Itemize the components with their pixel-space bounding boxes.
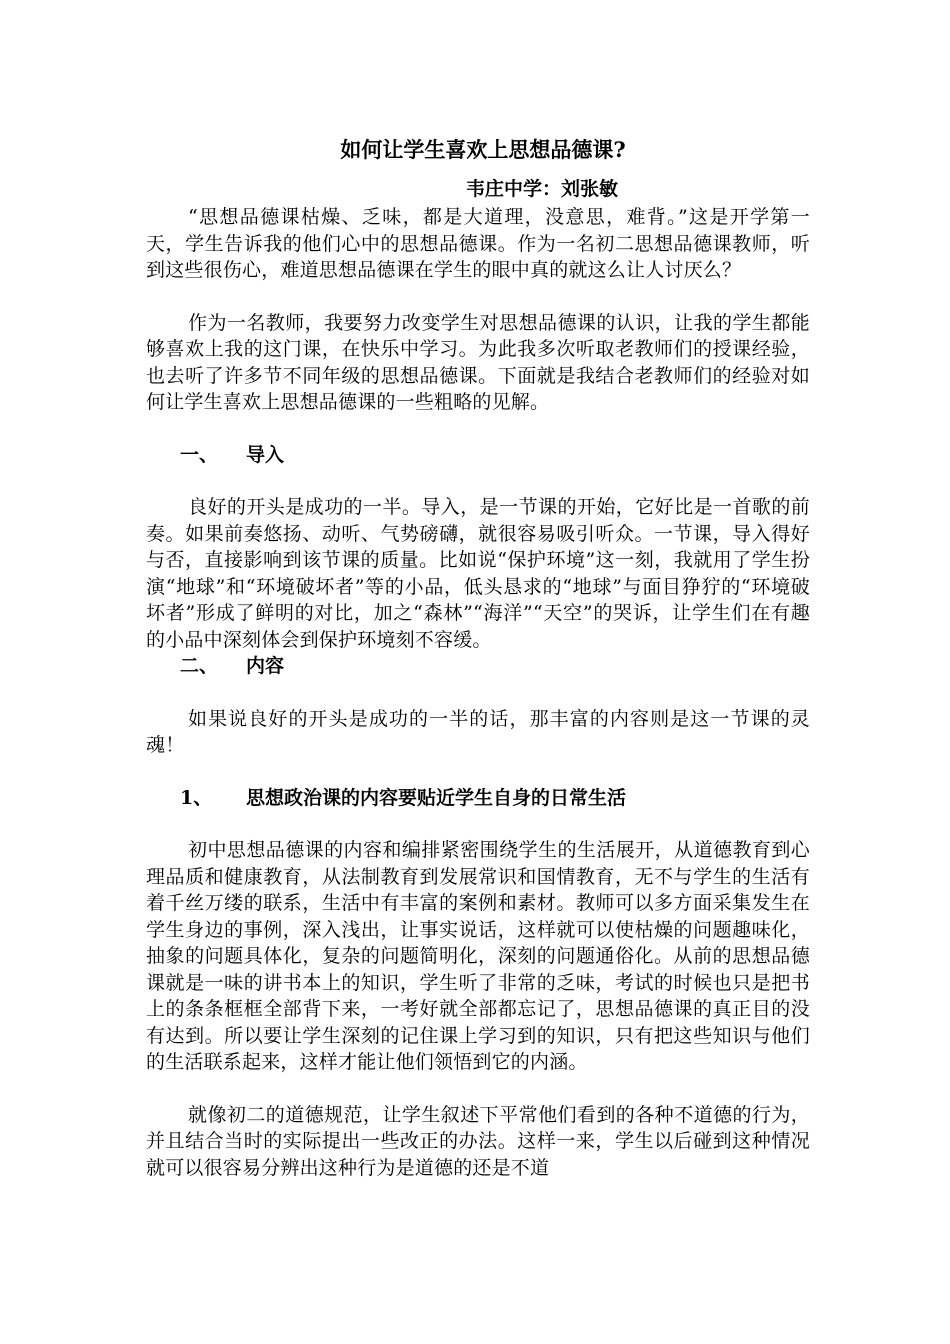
paragraph-gap xyxy=(146,1076,810,1102)
section-title: 导入 xyxy=(246,443,285,466)
subsection-number: 1、 xyxy=(180,786,213,809)
paragraph-gap xyxy=(146,468,810,494)
paragraph-daily-life: 初中思想品德课的内容和编排紧密围绕学生的生活展开，从道德教育到心理品质和健康教育，从法制教育到发展常识和国情教育，无不与学生的生活有着千丝万缕的联系，生活中有丰富的案例和素材。教师可以多方面采集发生在学生身边的事例，深入浅出，让事实说话，这样就可以使枯燥的问题趣味化，抽象的问题具体化，复杂的问题简明化，深刻的问题通俗化。从前的思想品德课就是一味的讲书本上的知识，学生听了非常的乏味，考试的时候也只是把书上的条条框框全部背下来，一考好就全部都忘记了，思想品德课的真正目的没有达到。所以要让学生深刻的记住课上学习到的知识，只有把这些知识与他们的生活联系起来，这样才能让他们领悟到它的内涵。 xyxy=(146,839,810,1073)
paragraph-gap xyxy=(146,284,810,310)
section-number: 一、 xyxy=(180,443,219,466)
paragraph-introduction: 良好的开头是成功的一半。导入，是一节课的开始，它好比是一首歌的前奏。如果前奏悠扬、动听、气势磅礴，就很容易吸引听众。一节课，导入得好与否，直接影响到该节课的质量。比如说“保护环境”这一刻，我就用了学生扮演“地球”和“环境破坏者”等的小品，低头恳求的“地球”与面目狰狞的“环境破坏者”形成了鲜明的对比，加之“森林”“海洋”“天空”的哭诉，让学生们在有趣的小品中深刻体会到保护环境刻不容缓。 xyxy=(146,496,810,651)
paragraph-gap xyxy=(146,811,810,837)
section-heading-content xyxy=(146,653,810,680)
subsection-title: 思想政治课的内容要贴近学生自身的日常生活 xyxy=(246,786,627,809)
section-title: 内容 xyxy=(246,655,285,677)
paragraph-moral-example: 就像初二的道德规范，让学生叙述下平常他们看到的各种不道德的行为，并且结合当时的实际提出一些改正的办法。这样一来，学生以后碰到这种情况就可以很容易分辨出这种行为是道德的还是不道 xyxy=(146,1103,810,1179)
document-title: 如何让学生喜欢上思想品德课? xyxy=(340,137,626,162)
document-author: 韦庄中学：刘张敏 xyxy=(466,178,619,200)
section-heading-introduction xyxy=(146,442,810,469)
section-number: 二、 xyxy=(180,655,219,677)
paragraph-gap xyxy=(146,680,810,706)
paragraph-intro: “思想品德课枯燥、乏味，都是大道理，没意思，难背。”这是开学第一天，学生告诉我的他们心中的思想品德课。作为一名初二思想品德课教师，听到这些很伤心，难道思想品德课在学生的眼中真的就这么让人讨厌么？ xyxy=(146,206,810,281)
subsection-heading-daily-life xyxy=(146,785,810,812)
paragraph-content: 如果说良好的开头是成功的一半的话，那丰富的内容则是这一节课的灵魂！ xyxy=(146,707,810,756)
paragraph-gap xyxy=(146,416,810,442)
paragraph-teacher-goal: 作为一名教师，我要努力改变学生对思想品德课的认识，让我的学生都能够喜欢上我的这门课，在快乐中学习。为此我多次听取老教师们的授课经验，也去听了许多节不同年级的思想品德课。下面就是我结合老教师们的经验对如何让学生喜欢上思想品德课的一些粗略的见解。 xyxy=(146,311,810,413)
paragraph-gap xyxy=(146,759,810,785)
document-page xyxy=(146,130,810,1181)
